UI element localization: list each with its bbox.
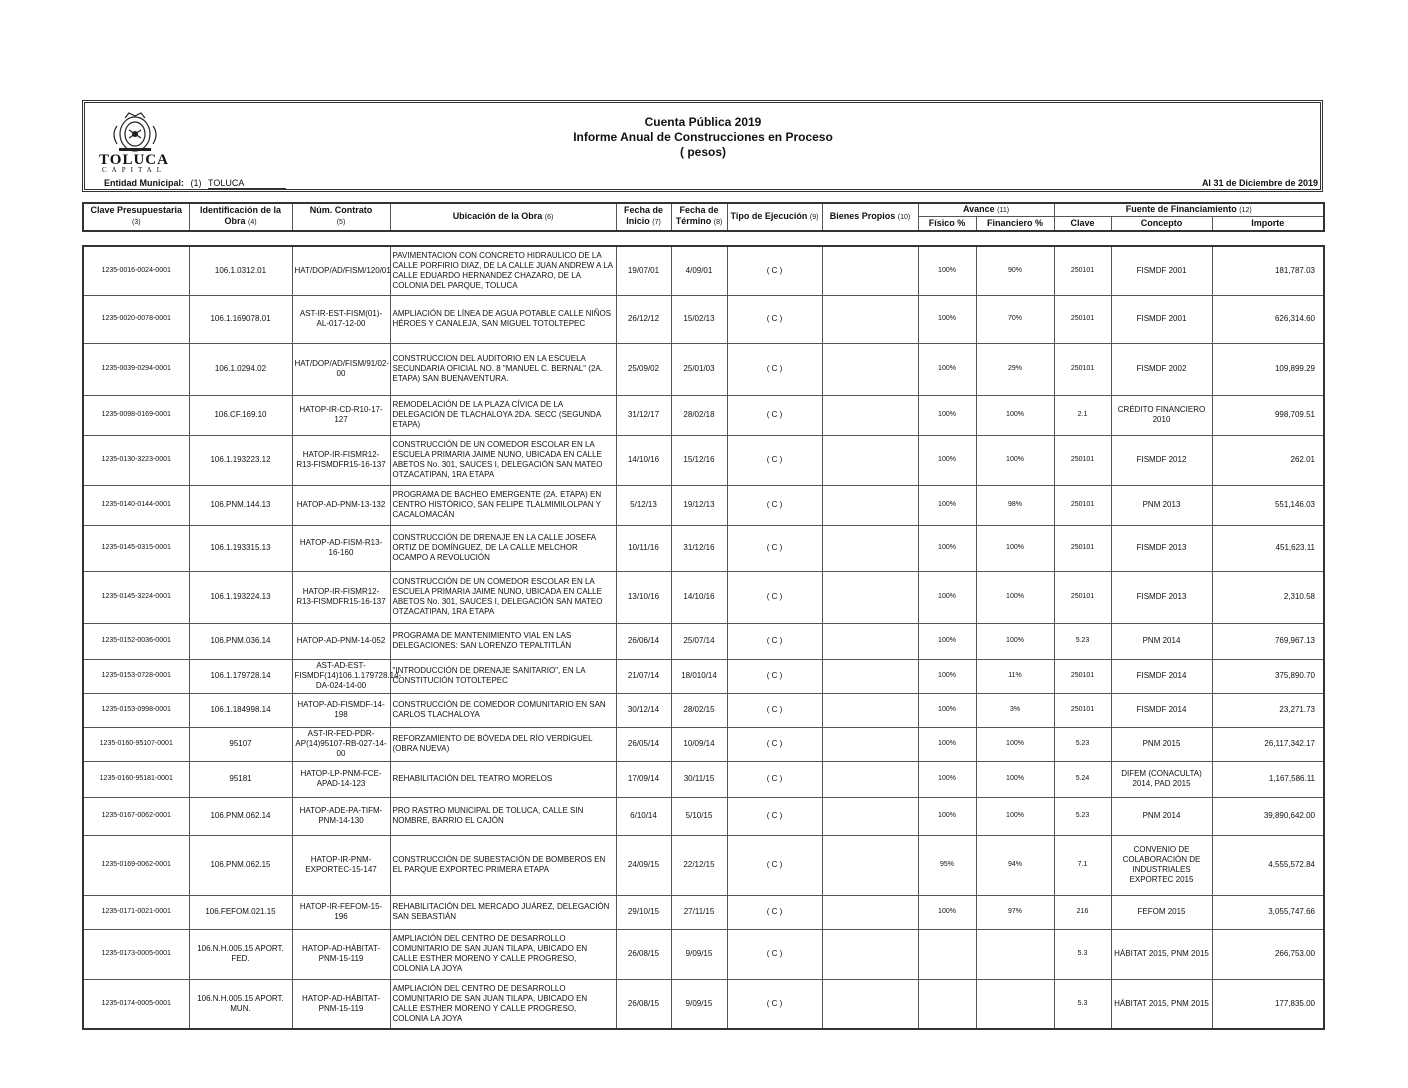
cell-fecha-inicio: 19/07/01 (616, 246, 671, 295)
cell-fisico: 100% (918, 525, 976, 571)
cell-ubicacion: REHABILITACIÓN DEL TEATRO MORELOS (390, 761, 616, 797)
col-avance: Avance (11) (918, 203, 1054, 217)
cell-fuente-clave: 250101 (1054, 485, 1111, 525)
cell-fisico: 100% (918, 623, 976, 659)
col-fuente-importe: Importe (1212, 217, 1324, 231)
cell-clave: 1235-0130-3223-0001 (83, 435, 189, 485)
cell-fecha-inicio: 26/06/14 (616, 623, 671, 659)
table-row (83, 295, 1324, 343)
cell-clave: 1235-0145-0315-0001 (83, 525, 189, 571)
cell-financiero: 100% (976, 761, 1054, 797)
cell-contrato: AST-IR-EST-FISM(01)-AL-017-12-00 (292, 295, 390, 343)
cell-contrato: HATOP-IR-FEFOM-15-196 (292, 895, 390, 929)
cell-financiero (976, 979, 1054, 1029)
cell-identificacion: 106.1.193224.13 (189, 571, 292, 623)
cell-tipo-ejecucion: ( C ) (727, 895, 822, 929)
cell-contrato: HATOP-LP-PNM-FCE-APAD-14-123 (292, 761, 390, 797)
col-financiero: Financiero % (976, 217, 1054, 231)
cell-fuente-clave: 250101 (1054, 246, 1111, 295)
cell-concepto: PNM 2014 (1111, 623, 1212, 659)
cell-fecha-inicio: 26/12/12 (616, 295, 671, 343)
cell-financiero: 100% (976, 727, 1054, 761)
cell-ubicacion: CONSTRUCCIÓN DE DRENAJE EN LA CALLE JOSEFA ORTIZ DE DOMÍNGUEZ, DE LA CALLE MELCHOR OCAMPO A REVOLUCIÓN (390, 525, 616, 571)
cell-fuente-clave: 5.23 (1054, 797, 1111, 835)
cell-fisico: 100% (918, 343, 976, 395)
table-row (83, 485, 1324, 525)
cell-ubicacion: CONSTRUCCIÓN DE UN COMEDOR ESCOLAR EN LA ESCUELA PRIMARIA JAIME NUNO, UBICADA EN CALLE ABETOS No. 301, SAUCES I, DELEGACIÓN SAN MATEO OTZACATIPAN, 1RA ETAPA (390, 435, 616, 485)
cell-contrato: HATOP-AD-PNM-14-052 (292, 623, 390, 659)
col-fisico: Físico % (918, 217, 976, 231)
cell-clave: 1235-0020-0078-0001 (83, 295, 189, 343)
cell-financiero: 100% (976, 395, 1054, 435)
cell-contrato: HATOP-IR-FISMR12-R13-FISMDFR15-16-137 (292, 435, 390, 485)
cell-fuente-clave: 5.24 (1054, 761, 1111, 797)
cell-tipo-ejecucion: ( C ) (727, 835, 822, 895)
report-subtitle: Informe Anual de Construcciones en Proceso (573, 130, 833, 144)
cell-contrato: HATOP-ADE-PA-TIFM-PNM-14-130 (292, 797, 390, 835)
col-fuente-concepto: Concepto (1111, 217, 1212, 231)
cell-concepto: CONVENIO DE COLABORACIÓN DE INDUSTRIALES EXPORTEC 2015 (1111, 835, 1212, 895)
cell-clave: 1235-0174-0005-0001 (83, 979, 189, 1029)
col-clave-presupuestaria: Clave Presupuestaria (3) (83, 203, 189, 231)
col-identificacion: Identificación de la Obra (4) (189, 203, 292, 231)
cell-bienes-propios (822, 395, 918, 435)
cell-clave: 1235-0152-0036-0001 (83, 623, 189, 659)
cell-contrato: AST-IR-FED-PDR-AP(14)95107-RB-027-14-00 (292, 727, 390, 761)
cell-fuente-clave: 250101 (1054, 295, 1111, 343)
cell-fecha-inicio: 21/07/14 (616, 659, 671, 693)
cell-importe: 23,271.73 (1212, 693, 1324, 727)
cell-fecha-inicio: 31/12/17 (616, 395, 671, 435)
cell-identificacion: 106.1.184998.14 (189, 693, 292, 727)
cell-tipo-ejecucion: ( C ) (727, 761, 822, 797)
cell-fecha-inicio: 29/10/15 (616, 895, 671, 929)
logo-subtitle: CAPITAL (102, 166, 166, 174)
cell-fecha-inicio: 26/05/14 (616, 727, 671, 761)
cell-financiero: 100% (976, 797, 1054, 835)
cell-financiero: 97% (976, 895, 1054, 929)
cell-financiero: 70% (976, 295, 1054, 343)
cell-bienes-propios (822, 295, 918, 343)
cell-financiero: 100% (976, 571, 1054, 623)
cell-fecha-termino: 4/09/01 (671, 246, 727, 295)
cell-financiero: 90% (976, 246, 1054, 295)
cell-bienes-propios (822, 727, 918, 761)
cell-tipo-ejecucion: ( C ) (727, 693, 822, 727)
cell-ubicacion: AMPLIACIÓN DEL CENTRO DE DESARROLLO COMUNITARIO DE SAN JUAN TILAPA, UBICADO EN CALLE ESTHER MORENO Y CALLE PROGRESO, COLONIA LA JOYA (390, 979, 616, 1029)
cell-contrato: HATOP-AD-HÁBITAT-PNM-15-119 (292, 929, 390, 979)
cell-fecha-termino: 15/02/13 (671, 295, 727, 343)
cell-fuente-clave: 216 (1054, 895, 1111, 929)
cell-importe: 177,835.00 (1212, 979, 1324, 1029)
cell-fuente-clave: 250101 (1054, 525, 1111, 571)
cell-clave: 1235-0140-0144-0001 (83, 485, 189, 525)
cell-importe: 4,555,572.84 (1212, 835, 1324, 895)
cell-financiero: 94% (976, 835, 1054, 895)
cell-fisico: 100% (918, 571, 976, 623)
cell-fecha-termino: 30/11/15 (671, 761, 727, 797)
cell-fecha-termino: 28/02/18 (671, 395, 727, 435)
cell-fisico (918, 979, 976, 1029)
cell-tipo-ejecucion: ( C ) (727, 979, 822, 1029)
cell-fecha-inicio: 26/08/15 (616, 929, 671, 979)
cell-fisico: 100% (918, 727, 976, 761)
cell-fecha-termino: 22/12/15 (671, 835, 727, 895)
cell-identificacion: 106.1.0312.01 (189, 246, 292, 295)
cell-bienes-propios (822, 659, 918, 693)
cell-fuente-clave: 5.3 (1054, 979, 1111, 1029)
cell-ubicacion: PROGRAMA DE MANTENIMIENTO VIAL EN LAS DELEGACIONES: SAN LORENZO TEPALTITLÁN (390, 623, 616, 659)
cell-fecha-termino: 18/010/14 (671, 659, 727, 693)
cell-tipo-ejecucion: ( C ) (727, 623, 822, 659)
cell-fisico (918, 929, 976, 979)
cell-concepto: DIFEM (CONACULTA) 2014, PAD 2015 (1111, 761, 1212, 797)
table-row (83, 623, 1324, 659)
cell-contrato: HATOP-AD-PNM-13-132 (292, 485, 390, 525)
cell-bienes-propios (822, 895, 918, 929)
cell-ubicacion: REHABILITACIÓN DEL MERCADO JUÁREZ, DELEGACIÓN SAN SEBASTIÁN (390, 895, 616, 929)
cell-importe: 26,117,342.17 (1212, 727, 1324, 761)
cell-fisico: 100% (918, 435, 976, 485)
cell-ubicacion: CONSTRUCCIÓN DE UN COMEDOR ESCOLAR EN LA ESCUELA PRIMARIA JAIME NUNO, UBICADA EN CALLE ABETOS No. 301, SAUCES I, DELEGACIÓN SAN MATEO OTZACATIPAN, 1RA ETAPA (390, 571, 616, 623)
report-date: Al 31 de Diciembre de 2019 (1201, 178, 1318, 188)
cell-fuente-clave: 5.23 (1054, 623, 1111, 659)
cell-identificacion: 106.1.0294.02 (189, 343, 292, 395)
cell-fuente-clave: 250101 (1054, 659, 1111, 693)
cell-fuente-clave: 2.1 (1054, 395, 1111, 435)
cell-fecha-termino: 31/12/16 (671, 525, 727, 571)
cell-identificacion: 95181 (189, 761, 292, 797)
cell-ubicacion: AMPLIACIÓN DEL CENTRO DE DESARROLLO COMUNITARIO DE SAN JUAN TILAPA, UBICADO EN CALLE ESTHER MORENO Y CALLE PROGRESO, COLONIA LA JOYA (390, 929, 616, 979)
table-row (83, 835, 1324, 895)
obras-table (82, 245, 1325, 1030)
cell-fecha-inicio: 5/12/13 (616, 485, 671, 525)
cell-fecha-termino: 14/10/16 (671, 571, 727, 623)
cell-bienes-propios (822, 525, 918, 571)
cell-concepto: PNM 2015 (1111, 727, 1212, 761)
cell-fecha-termino: 9/09/15 (671, 979, 727, 1029)
cell-fisico: 100% (918, 246, 976, 295)
cell-fuente-clave: 5.3 (1054, 929, 1111, 979)
cell-financiero (976, 929, 1054, 979)
cell-importe: 451,623.11 (1212, 525, 1324, 571)
cell-concepto: HÁBITAT 2015, PNM 2015 (1111, 929, 1212, 979)
cell-tipo-ejecucion: ( C ) (727, 295, 822, 343)
table-row (83, 761, 1324, 797)
table-row (83, 929, 1324, 979)
cell-concepto: FISMDF 2012 (1111, 435, 1212, 485)
table-row (83, 895, 1324, 929)
logo-wordmark: TOLUCA (99, 152, 169, 168)
cell-importe: 262.01 (1212, 435, 1324, 485)
cell-tipo-ejecucion: ( C ) (727, 727, 822, 761)
cell-identificacion: 106.PNM.062.15 (189, 835, 292, 895)
cell-tipo-ejecucion: ( C ) (727, 343, 822, 395)
cell-clave: 1235-0160-95107-0001 (83, 727, 189, 761)
table-row (83, 571, 1324, 623)
cell-fecha-termino: 15/12/16 (671, 435, 727, 485)
cell-identificacion: 106.1.193223.12 (189, 435, 292, 485)
cell-concepto: FISMDF 2001 (1111, 246, 1212, 295)
cell-bienes-propios (822, 929, 918, 979)
cell-fecha-termino: 25/01/03 (671, 343, 727, 395)
cell-tipo-ejecucion: ( C ) (727, 797, 822, 835)
table-row (83, 727, 1324, 761)
cell-fecha-inicio: 17/09/14 (616, 761, 671, 797)
cell-identificacion: 106.N.H.005.15 APORT. FED. (189, 929, 292, 979)
cell-ubicacion: CONSTRUCCIÓN DE COMEDOR COMUNITARIO EN SAN CARLOS TLACHALOYA (390, 693, 616, 727)
cell-financiero: 100% (976, 435, 1054, 485)
cell-bienes-propios (822, 693, 918, 727)
cell-concepto: FISMDF 2013 (1111, 571, 1212, 623)
cell-fisico: 100% (918, 693, 976, 727)
entidad-municipal (104, 178, 286, 189)
cell-identificacion: 106.FEFOM.021.15 (189, 895, 292, 929)
col-fuente-financiamiento: Fuente de Financiamiento (12) (1054, 203, 1324, 217)
cell-contrato: HATOP-IR-CD-R10-17-127 (292, 395, 390, 435)
cell-importe: 769,967.13 (1212, 623, 1324, 659)
column-header-table (82, 202, 1325, 232)
cell-fuente-clave: 250101 (1054, 343, 1111, 395)
col-tipo-ejecucion: Tipo de Ejecución (9) (727, 203, 822, 231)
table-row (83, 395, 1324, 435)
cell-ubicacion: "INTRODUCCIÓN DE DRENAJE SANITARIO", EN LA CONSTITUCIÓN TOTOLTEPEC (390, 659, 616, 693)
table-row (83, 525, 1324, 571)
cell-financiero: 29% (976, 343, 1054, 395)
col-fecha-termino: Fecha de Término (8) (671, 203, 727, 231)
cell-importe: 551,146.03 (1212, 485, 1324, 525)
cell-tipo-ejecucion: ( C ) (727, 395, 822, 435)
cell-concepto: FISMDF 2001 (1111, 295, 1212, 343)
cell-identificacion: 106.CF.169.10 (189, 395, 292, 435)
cell-contrato: HATOP-AD-HÁBITAT-PNM-15-119 (292, 979, 390, 1029)
cell-fecha-termino: 10/09/14 (671, 727, 727, 761)
cell-identificacion: 106.1.169078.01 (189, 295, 292, 343)
cell-financiero: 100% (976, 525, 1054, 571)
cell-ubicacion: CONSTRUCCION DEL AUDITORIO EN LA ESCUELA SECUNDARIA OFICIAL NO. 8 "MANUEL C. BERNAL" (2A. ETAPA) SAN BUENAVENTURA. (390, 343, 616, 395)
cell-importe: 3,055,747.66 (1212, 895, 1324, 929)
cell-bienes-propios (822, 623, 918, 659)
cell-clave: 1235-0098-0169-0001 (83, 395, 189, 435)
cell-financiero: 11% (976, 659, 1054, 693)
cell-contrato: HATOP-IR-PNM-EXPORTEC-15-147 (292, 835, 390, 895)
cell-fecha-inicio: 13/10/16 (616, 571, 671, 623)
cell-importe: 2,310.58 (1212, 571, 1324, 623)
cell-bienes-propios (822, 343, 918, 395)
cell-fecha-inicio: 14/10/16 (616, 435, 671, 485)
table-row (83, 435, 1324, 485)
cell-bienes-propios (822, 761, 918, 797)
cell-clave: 1235-0039-0294-0001 (83, 343, 189, 395)
cell-fuente-clave: 250101 (1054, 435, 1111, 485)
cell-fisico: 100% (918, 761, 976, 797)
cell-bienes-propios (822, 485, 918, 525)
cell-concepto: PNM 2014 (1111, 797, 1212, 835)
cell-ubicacion: PAVIMENTACION CON CONCRETO HIDRAULICO DE LA CALLE PORFIRIO DIAZ, DE LA CALLE JUAN ANDREW A LA CALLE EDUARDO HERNANDEZ CHAZARO, DE LA COLONIA DEL PARQUE, TOLUCA (390, 246, 616, 295)
col-num-contrato: Núm. Contrato (5) (292, 203, 390, 231)
cell-ubicacion: AMPLIACIÓN DE LÍNEA DE AGUA POTABLE CALLE NIÑOS HÉROES Y CANALEJA, SAN MIGUEL TOTOLTEPEC (390, 295, 616, 343)
cell-bienes-propios (822, 435, 918, 485)
table-row (83, 797, 1324, 835)
col-fuente-clave: Clave (1054, 217, 1111, 231)
cell-identificacion: 106.PNM.062.14 (189, 797, 292, 835)
table-row (83, 246, 1324, 295)
cell-fecha-termino: 5/10/15 (671, 797, 727, 835)
cell-importe: 39,890,642.00 (1212, 797, 1324, 835)
table-row (83, 343, 1324, 395)
cell-clave: 1235-0160-95181-0001 (83, 761, 189, 797)
cell-concepto: FISMDF 2014 (1111, 659, 1212, 693)
entidad-value: TOLUCA (208, 178, 286, 189)
cell-tipo-ejecucion: ( C ) (727, 485, 822, 525)
cell-concepto: FISMDF 2014 (1111, 693, 1212, 727)
cell-contrato: HAT/DOP/AD/FISM/91/02-00 (292, 343, 390, 395)
cell-importe: 1,167,586.11 (1212, 761, 1324, 797)
col-fecha-inicio: Fecha de Inicio (7) (616, 203, 671, 231)
cell-fecha-inicio: 24/09/15 (616, 835, 671, 895)
cell-importe: 626,314.60 (1212, 295, 1324, 343)
cell-importe: 266,753.00 (1212, 929, 1324, 979)
cell-ubicacion: REMODELACIÓN DE LA PLAZA CÍVICA DE LA DELEGACIÓN DE TLACHALOYA 2DA. SECC (SEGUNDA ETAPA) (390, 395, 616, 435)
cell-clave: 1235-0167-0062-0001 (83, 797, 189, 835)
cell-fuente-clave: 5.23 (1054, 727, 1111, 761)
report-units: ( pesos) (679, 145, 726, 159)
cell-contrato: HATOP-AD-FISMDF-14-198 (292, 693, 390, 727)
cell-financiero: 100% (976, 623, 1054, 659)
cell-fuente-clave: 7.1 (1054, 835, 1111, 895)
cell-tipo-ejecucion: ( C ) (727, 525, 822, 571)
cell-bienes-propios (822, 246, 918, 295)
cell-contrato: HATOP-AD-FISM-R13-16-160 (292, 525, 390, 571)
cell-fuente-clave: 250101 (1054, 693, 1111, 727)
cell-tipo-ejecucion: ( C ) (727, 571, 822, 623)
cell-clave: 1235-0153-0998-0001 (83, 693, 189, 727)
cell-identificacion: 106.1.193315.13 (189, 525, 292, 571)
cell-tipo-ejecucion: ( C ) (727, 246, 822, 295)
cell-fisico: 100% (918, 895, 976, 929)
cell-concepto: PNM 2013 (1111, 485, 1212, 525)
cell-importe: 181,787.03 (1212, 246, 1324, 295)
cell-fecha-termino: 19/12/13 (671, 485, 727, 525)
cell-financiero: 98% (976, 485, 1054, 525)
cell-fuente-clave: 250101 (1054, 571, 1111, 623)
table-row (83, 979, 1324, 1029)
cell-financiero: 3% (976, 693, 1054, 727)
cell-fecha-inicio: 26/08/15 (616, 979, 671, 1029)
cell-ubicacion: REFORZAMIENTO DE BÓVEDA DEL RÍO VERDIGUEL (OBRA NUEVA) (390, 727, 616, 761)
cell-ubicacion: CONSTRUCCIÓN DE SUBESTACIÓN DE BOMBEROS EN EL PARQUE EXPORTEC PRIMERA ETAPA (390, 835, 616, 895)
cell-bienes-propios (822, 835, 918, 895)
cell-fisico: 100% (918, 295, 976, 343)
cell-clave: 1235-0153-0728-0001 (83, 659, 189, 693)
cell-fisico: 100% (918, 485, 976, 525)
entidad-label: Entidad Municipal: (104, 178, 184, 188)
cell-identificacion: 106.PNM.144.13 (189, 485, 292, 525)
cell-tipo-ejecucion: ( C ) (727, 435, 822, 485)
cell-clave: 1235-0173-0005-0001 (83, 929, 189, 979)
cell-fecha-termino: 9/09/15 (671, 929, 727, 979)
cell-fisico: 95% (918, 835, 976, 895)
cell-identificacion: 106.1.179728.14 (189, 659, 292, 693)
cell-contrato: HAT/DOP/AD/FISM/120/01 (292, 246, 390, 295)
cell-clave: 1235-0016-0024-0001 (83, 246, 189, 295)
cell-identificacion: 106.PNM.036.14 (189, 623, 292, 659)
cell-ubicacion: PRO RASTRO MUNICIPAL DE TOLUCA, CALLE SIN NOMBRE, BARRIO EL CAJÓN (390, 797, 616, 835)
report-titles (400, 115, 1006, 160)
cell-tipo-ejecucion: ( C ) (727, 659, 822, 693)
cell-clave: 1235-0169-0062-0001 (83, 835, 189, 895)
report-title: Cuenta Pública 2019 (644, 115, 762, 129)
cell-importe: 109,899.29 (1212, 343, 1324, 395)
table-row (83, 659, 1324, 693)
col-bienes-propios: Bienes Propios (10) (822, 203, 918, 231)
cell-concepto: FISMDF 2002 (1111, 343, 1212, 395)
cell-fecha-termino: 28/02/15 (671, 693, 727, 727)
col-ubicacion: Ubicación de la Obra (6) (390, 203, 616, 231)
cell-fisico: 100% (918, 395, 976, 435)
cell-concepto: CRÉDITO FINANCIERO 2010 (1111, 395, 1212, 435)
cell-ubicacion: PROGRAMA DE BACHEO EMERGENTE (2A. ETAPA) EN CENTRO HISTÓRICO, SAN FELIPE TLALMIMILOLPAN Y CACALOMACÁN (390, 485, 616, 525)
cell-identificacion: 106.N.H.005.15 APORT. MUN. (189, 979, 292, 1029)
cell-fecha-termino: 25/07/14 (671, 623, 727, 659)
cell-fecha-inicio: 30/12/14 (616, 693, 671, 727)
cell-fecha-inicio: 6/10/14 (616, 797, 671, 835)
entidad-number: (1) (190, 178, 202, 188)
cell-clave: 1235-0145-3224-0001 (83, 571, 189, 623)
cell-fecha-inicio: 10/11/16 (616, 525, 671, 571)
cell-clave: 1235-0171-0021-0001 (83, 895, 189, 929)
cell-identificacion: 95107 (189, 727, 292, 761)
cell-concepto: FEFOM 2015 (1111, 895, 1212, 929)
cell-tipo-ejecucion: ( C ) (727, 929, 822, 979)
cell-fecha-termino: 27/11/15 (671, 895, 727, 929)
cell-contrato: HATOP-IR-FISMR12-R13-FISMDFR15-16-137 (292, 571, 390, 623)
cell-concepto: FISMDF 2013 (1111, 525, 1212, 571)
cell-fecha-inicio: 25/09/02 (616, 343, 671, 395)
cell-importe: 375,890.70 (1212, 659, 1324, 693)
table-row (83, 693, 1324, 727)
cell-bienes-propios (822, 979, 918, 1029)
cell-fisico: 100% (918, 659, 976, 693)
cell-bienes-propios (822, 571, 918, 623)
cell-bienes-propios (822, 797, 918, 835)
cell-concepto: HÁBITAT 2015, PNM 2015 (1111, 979, 1212, 1029)
cell-contrato: AST-AD-EST-FISMDF(14)106.1.179728.14-DA-024-14-00 (292, 659, 390, 693)
cell-fisico: 100% (918, 797, 976, 835)
cell-importe: 998,709.51 (1212, 395, 1324, 435)
